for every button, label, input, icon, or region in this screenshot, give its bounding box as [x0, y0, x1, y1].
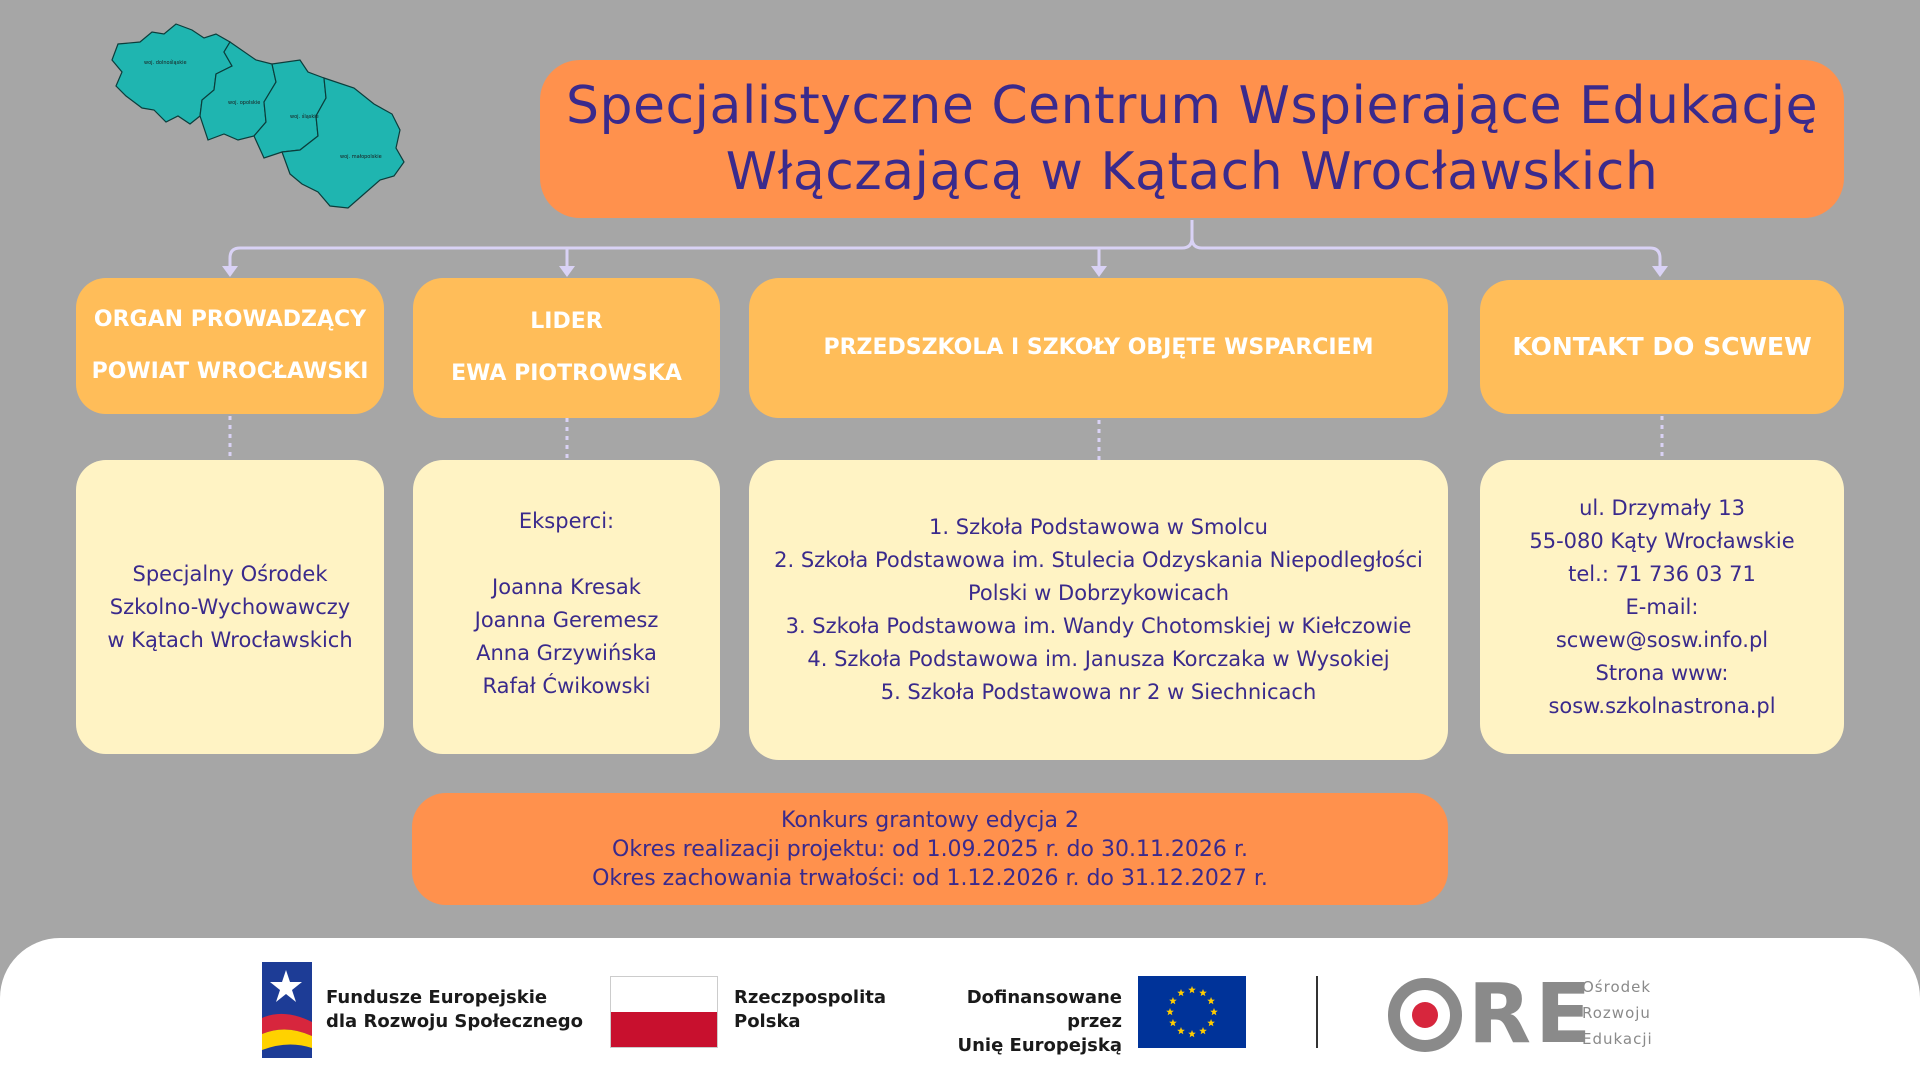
expert-name: Anna Grzywińska [476, 641, 657, 665]
header-kontakt [1480, 280, 1844, 414]
grant-info-box [412, 793, 1448, 905]
arrow-4 [1652, 266, 1668, 277]
eu-logo-line: Unię Europejską [957, 1035, 1122, 1056]
header-label: LIDER [530, 309, 603, 334]
rp-logo-line: Rzeczpospolita [734, 987, 886, 1008]
ore-logo-line: Rozwoju [1582, 1004, 1651, 1022]
page-title: Specjalistyczne Centrum Wspierające Edukację Włączającą w Kątach Wrocławskich [565, 76, 1819, 202]
fe-flag-icon [262, 962, 312, 1058]
phone: tel.: 71 736 03 71 [1568, 561, 1756, 586]
header-przedszkola-i-szkoly [749, 278, 1448, 418]
logo-divider [1316, 976, 1318, 1048]
header-label: ORGAN PROWADZĄCY [93, 307, 367, 332]
content-schools-list [749, 460, 1448, 760]
eu-flag-icon [1138, 976, 1246, 1048]
map-label-malopolskie: woj. małopolskie [340, 154, 382, 160]
eu-logo-line: Dofinansowane przez [966, 987, 1122, 1032]
rp-logo-line: Polska [734, 1011, 801, 1032]
address-city: 55-080 Kąty Wrocławskie [1529, 528, 1795, 553]
expert-name: Joanna Kresak [492, 575, 641, 599]
polish-flag-icon [610, 976, 718, 1048]
content-kontakt [1480, 460, 1844, 754]
fe-logo-line: dla Rozwoju Społecznego [326, 1011, 583, 1032]
header-label: POWIAT WROCŁAWSKI [91, 359, 369, 384]
ore-logo-letters: RE [1468, 967, 1596, 1062]
arrow-2 [559, 266, 575, 277]
content-line: Szkolno-Wychowawczy [109, 594, 351, 619]
header-label: PRZEDSZKOLA I SZKOŁY OBJĘTE WSPARCIEM [823, 335, 1374, 360]
connector-trunk [230, 220, 1192, 268]
experts-heading: Eksperci: [518, 509, 615, 533]
content-eksperci [413, 460, 720, 754]
website-link[interactable]: sosw.szkolnastrona.pl [1548, 693, 1776, 718]
rp-logo-text [734, 986, 886, 1034]
map-label-dolnoslaskie: woj. dolnośląskie [144, 60, 187, 66]
content-line: Specjalny Ośrodek [132, 561, 328, 586]
school-item: 4. Szkoła Podstawowa im. Janusza Korczaka w Wysokiej [807, 647, 1390, 671]
expert-name: Joanna Geremesz [474, 608, 659, 632]
map-label-slaskie: woj. śląskie [290, 114, 319, 120]
header-label: KONTAKT DO SCWEW [1512, 332, 1812, 361]
expert-name: Rafał Ćwikowski [482, 674, 651, 698]
grant-period: Okres realizacji projektu: od 1.09.2025 r. do 30.11.2026 r. [612, 836, 1248, 862]
school-item: Polski w Dobrzykowicach [967, 581, 1230, 605]
grant-edition: Konkurs grantowy edycja 2 [781, 807, 1079, 833]
fe-logo-text [326, 986, 583, 1034]
arrow-1 [222, 266, 238, 277]
map-label-opolskie: woj. opolskie [228, 100, 261, 106]
map-graphic [104, 12, 480, 222]
connector-branch-right [1192, 238, 1660, 268]
ore-logo-line: Ośrodek [1582, 978, 1652, 996]
website-label: Strona www: [1595, 660, 1729, 685]
content-organ-prowadzacy [76, 460, 384, 754]
school-item: 5. Szkoła Podstawowa nr 2 w Siechnicach [880, 680, 1317, 704]
email-link[interactable]: scwew@sosw.info.pl [1555, 627, 1769, 652]
ore-logo-text [1582, 974, 1653, 1052]
header-organ-prowadzacy [76, 278, 384, 414]
arrow-3 [1091, 266, 1107, 277]
grant-durability: Okres zachowania trwałości: od 1.12.2026 r. do 31.12.2027 r. [592, 865, 1268, 891]
header-lider [413, 278, 720, 418]
eu-logo-text [910, 986, 1122, 1058]
school-item: 1. Szkoła Podstawowa w Smolcu [929, 515, 1268, 539]
fe-logo-line: Fundusze Europejskie [326, 987, 548, 1008]
title-box [540, 60, 1844, 218]
ore-circle-icon [1386, 976, 1464, 1054]
address-street: ul. Drzymały 13 [1579, 495, 1745, 520]
school-item: 3. Szkoła Podstawowa im. Wandy Chotomskiej w Kiełczowie [785, 614, 1412, 638]
ore-logo-line: Edukacji [1582, 1030, 1653, 1048]
school-item: 2. Szkoła Podstawowa im. Stulecia Odzyskania Niepodległości [774, 548, 1423, 572]
email-label: E-mail: [1625, 594, 1699, 619]
content-line: w Kątach Wrocławskich [107, 627, 353, 652]
header-label: EWA PIOTROWSKA [451, 361, 682, 386]
